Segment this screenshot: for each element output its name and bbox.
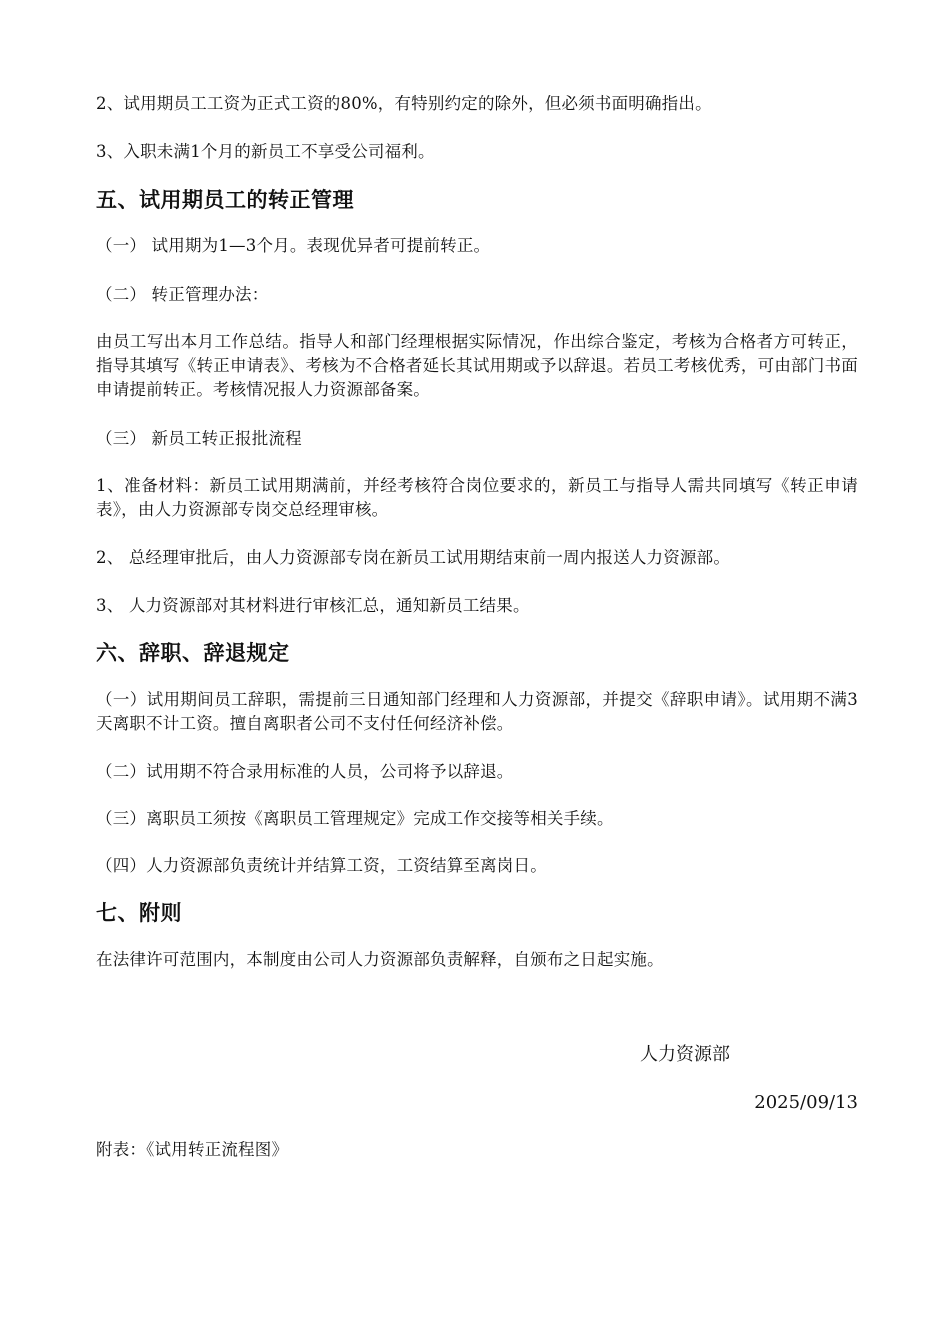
attachment-line: 附表：《试用转正流程图》 [96,1140,289,1159]
section-6-heading: 六、辞职、辞退规定 [96,641,290,665]
salary-settlement-paragraph: （四）人力资源部负责统计并结算工资，工资结算至离岗日。 [96,856,547,875]
dismissal-paragraph: （二）试用期不符合录用标准的人员，公司将予以辞退。 [96,762,514,781]
salary-rule-paragraph: 2、试用期员工工资为正式工资的80%，有特别约定的除外，但必须书面明确指出。 [96,94,712,113]
hr-review-paragraph: 3、 人力资源部对其材料进行审核汇总，通知新员工结果。 [96,596,530,615]
handover-paragraph: （三）离职员工须按《离职员工管理规定》完成工作交接等相关手续。 [96,809,614,828]
approval-process-heading: （三） 新员工转正报批流程 [96,429,302,448]
welfare-rule-paragraph: 3、入职未满1个月的新员工不享受公司福利。 [96,142,435,161]
resignation-paragraph: （一）试用期间员工辞职，需提前三日通知部门经理和人力资源部，并提交《辞职申请》。试用期不满3天离职不计工资。擅自离职者公司不支付任何经济补偿。 [96,690,858,733]
confirmation-method-heading: （二） 转正管理办法： [96,285,269,304]
signature-date: 2025/09/13 [754,1092,858,1113]
section-7-heading: 七、附则 [96,901,182,925]
prepare-materials-paragraph: 1、准备材料：新员工试用期满前，并经考核符合岗位要求的，新员工与指导人需共同填写《转正申请表》，由人力资源部专岗交总经理审核。 [96,476,858,519]
interpretation-paragraph: 在法律许可范围内，本制度由公司人力资源部负责解释，自颁布之日起实施。 [96,950,664,969]
signature-department: 人力资源部 [640,1044,730,1065]
probation-period-paragraph: （一） 试用期为1—3个月。表现优异者可提前转正。 [96,236,491,255]
gm-approval-paragraph: 2、 总经理审批后，由人力资源部专岗在新员工试用期结束前一周内报送人力资源部。 [96,548,731,567]
confirmation-method-paragraph: 由员工写出本月工作总结。指导人和部门经理根据实际情况，作出综合鉴定，考核为合格者方可转正，指导其填写《转正申请表》、考核为不合格者延长其试用期或予以辞退。若员工考核优秀，可由部门书面申请提前转正。考核情况报人力资源部备案。 [96,332,858,399]
section-5-heading: 五、试用期员工的转正管理 [96,188,354,212]
